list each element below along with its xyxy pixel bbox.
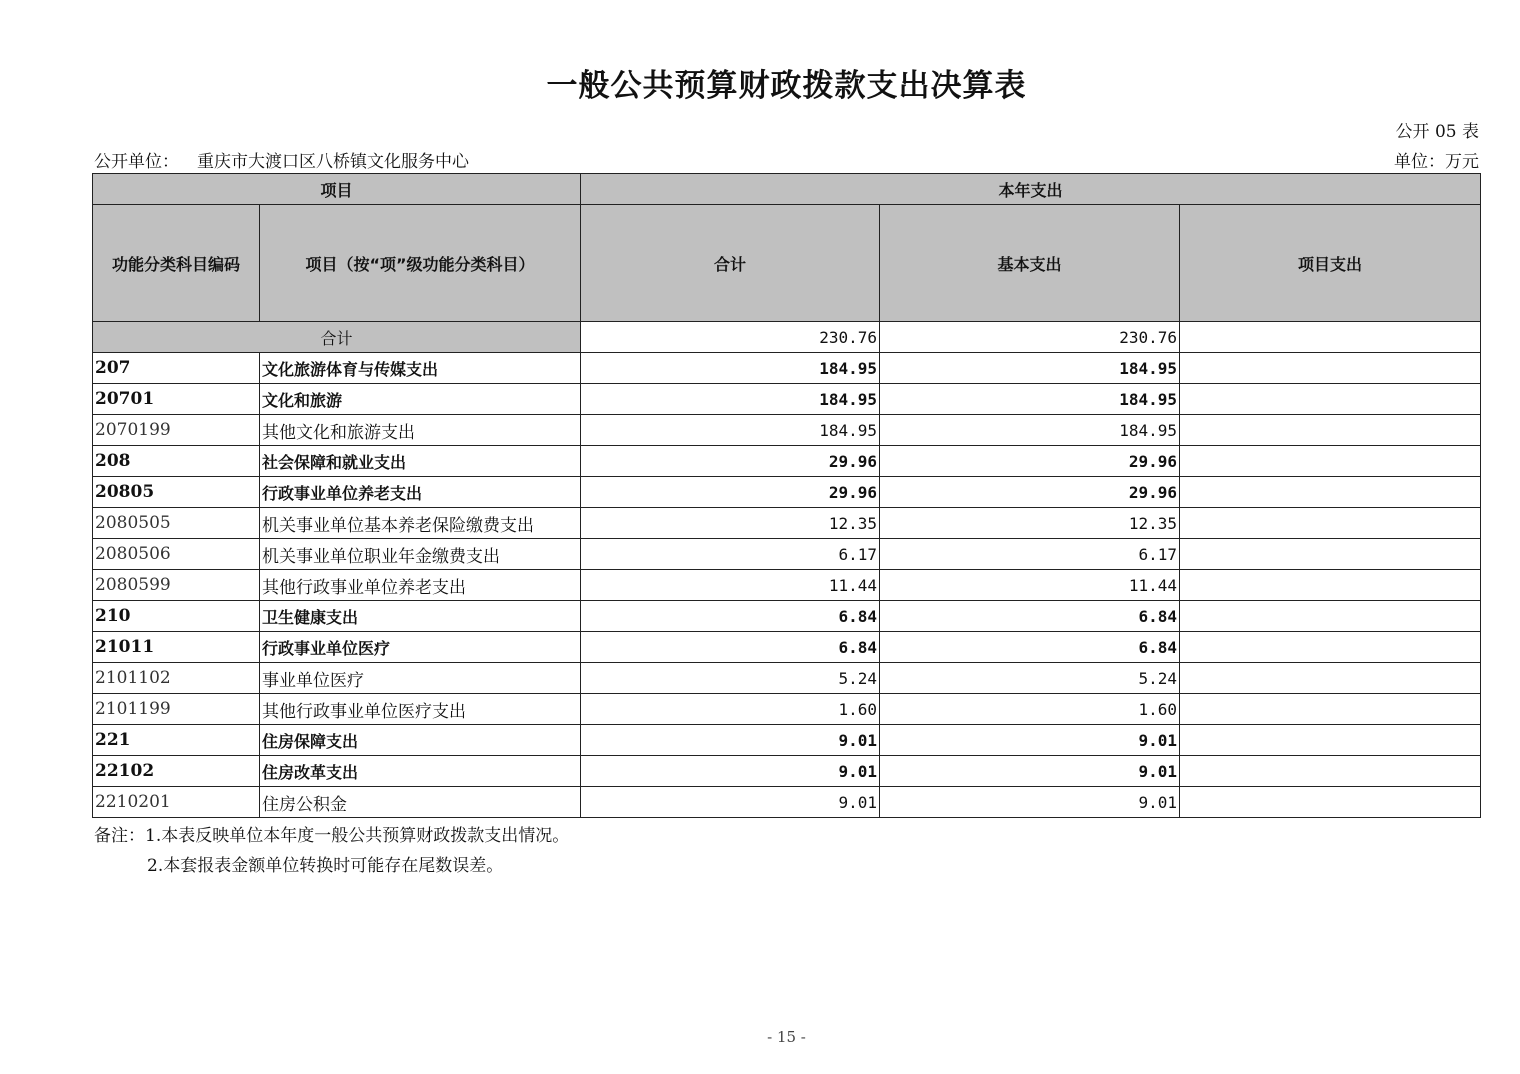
row-basic: 184.95: [880, 384, 1180, 415]
row-total: 6.84: [581, 601, 880, 632]
row-name: 其他行政事业单位医疗支出: [260, 694, 581, 725]
row-total: 9.01: [581, 725, 880, 756]
row-total: 11.44: [581, 570, 880, 601]
row-code: 22102: [93, 756, 260, 787]
row-code: 208: [93, 446, 260, 477]
row-basic: 12.35: [880, 508, 1180, 539]
reporting-unit-name: 重庆市大渡口区八桥镇文化服务中心: [197, 152, 469, 172]
total-row-total: 230.76: [581, 322, 880, 353]
currency-unit: 单位：万元: [1394, 152, 1479, 172]
row-name: 文化和旅游: [260, 384, 581, 415]
row-code: 2080505: [93, 508, 260, 539]
row-total: 1.60: [581, 694, 880, 725]
row-code: 2210201: [93, 787, 260, 818]
table-row: [93, 663, 1481, 694]
row-name: 事业单位医疗: [260, 663, 581, 694]
row-total: 5.24: [581, 663, 880, 694]
expenditure-table: [92, 173, 1481, 818]
row-project: [1180, 415, 1481, 446]
row-basic: 184.95: [880, 353, 1180, 384]
row-total: 9.01: [581, 787, 880, 818]
header-name: 项目（按“项”级功能分类科目）: [260, 205, 581, 322]
row-total: 9.01: [581, 756, 880, 787]
total-row: [93, 322, 1481, 353]
table-row: [93, 694, 1481, 725]
note-line-2: 2.本套报表金额单位转换时可能存在尾数误差。: [147, 856, 504, 876]
row-code: 2101199: [93, 694, 260, 725]
row-basic: 184.95: [880, 415, 1180, 446]
table-row: [93, 384, 1481, 415]
row-total: 6.17: [581, 539, 880, 570]
table-row: [93, 632, 1481, 663]
row-total: 6.84: [581, 632, 880, 663]
row-code: 2080506: [93, 539, 260, 570]
row-name: 机关事业单位基本养老保险缴费支出: [260, 508, 581, 539]
table-row: [93, 508, 1481, 539]
total-row-project: [1180, 322, 1481, 353]
row-project: [1180, 508, 1481, 539]
row-project: [1180, 725, 1481, 756]
row-name: 行政事业单位养老支出: [260, 477, 581, 508]
table-row: [93, 415, 1481, 446]
table-row: [93, 477, 1481, 508]
row-basic: 1.60: [880, 694, 1180, 725]
table-row: [93, 353, 1481, 384]
table-row: [93, 756, 1481, 787]
row-total: 29.96: [581, 477, 880, 508]
row-basic: 29.96: [880, 477, 1180, 508]
table-row: [93, 601, 1481, 632]
row-total: 29.96: [581, 446, 880, 477]
row-basic: 6.84: [880, 632, 1180, 663]
table-row: [93, 570, 1481, 601]
total-row-label: 合计: [93, 322, 581, 353]
reporting-unit: [94, 147, 469, 172]
row-name: 其他文化和旅游支出: [260, 415, 581, 446]
header-total: 合计: [581, 205, 880, 322]
row-project: [1180, 384, 1481, 415]
row-name: 机关事业单位职业年金缴费支出: [260, 539, 581, 570]
row-project: [1180, 570, 1481, 601]
row-code: 2101102: [93, 663, 260, 694]
row-basic: 9.01: [880, 756, 1180, 787]
row-basic: 5.24: [880, 663, 1180, 694]
header-item: 项目: [93, 174, 581, 205]
row-total: 184.95: [581, 415, 880, 446]
table-row: [93, 539, 1481, 570]
row-project: [1180, 601, 1481, 632]
page-number: - 15 -: [767, 1028, 806, 1046]
row-name: 其他行政事业单位养老支出: [260, 570, 581, 601]
row-project: [1180, 787, 1481, 818]
row-project: [1180, 756, 1481, 787]
table-row: [93, 787, 1481, 818]
note-line-1: 备注：1.本表反映单位本年度一般公共预算财政拨款支出情况。: [94, 826, 570, 846]
row-basic: 11.44: [880, 570, 1180, 601]
row-basic: 6.84: [880, 601, 1180, 632]
table-row: [93, 725, 1481, 756]
row-project: [1180, 663, 1481, 694]
page-title: 一般公共预算财政拨款支出决算表: [546, 68, 1027, 104]
row-project: [1180, 446, 1481, 477]
row-code: 207: [93, 353, 260, 384]
row-name: 行政事业单位医疗: [260, 632, 581, 663]
row-name: 卫生健康支出: [260, 601, 581, 632]
row-total: 184.95: [581, 384, 880, 415]
total-row-basic: 230.76: [880, 322, 1180, 353]
row-name: 住房改革支出: [260, 756, 581, 787]
row-project: [1180, 353, 1481, 384]
row-basic: 9.01: [880, 725, 1180, 756]
row-basic: 29.96: [880, 446, 1180, 477]
row-code: 2080599: [93, 570, 260, 601]
row-project: [1180, 477, 1481, 508]
reporting-unit-label: 公开单位：: [94, 152, 179, 172]
row-basic: 6.17: [880, 539, 1180, 570]
row-code: 221: [93, 725, 260, 756]
row-project: [1180, 694, 1481, 725]
row-project: [1180, 539, 1481, 570]
row-code: 20701: [93, 384, 260, 415]
row-code: 210: [93, 601, 260, 632]
notes: [94, 821, 569, 881]
row-basic: 9.01: [880, 787, 1180, 818]
row-code: 21011: [93, 632, 260, 663]
header-current-year: 本年支出: [581, 174, 1481, 205]
header-code: 功能分类科目编码: [93, 205, 260, 322]
form-number: 公开 05 表: [1395, 122, 1479, 142]
header-basic: 基本支出: [880, 205, 1180, 322]
row-name: 社会保障和就业支出: [260, 446, 581, 477]
row-code: 2070199: [93, 415, 260, 446]
row-code: 20805: [93, 477, 260, 508]
row-project: [1180, 632, 1481, 663]
row-total: 12.35: [581, 508, 880, 539]
row-name: 住房公积金: [260, 787, 581, 818]
row-total: 184.95: [581, 353, 880, 384]
header-project: 项目支出: [1180, 205, 1481, 322]
row-name: 住房保障支出: [260, 725, 581, 756]
row-name: 文化旅游体育与传媒支出: [260, 353, 581, 384]
table-row: [93, 446, 1481, 477]
